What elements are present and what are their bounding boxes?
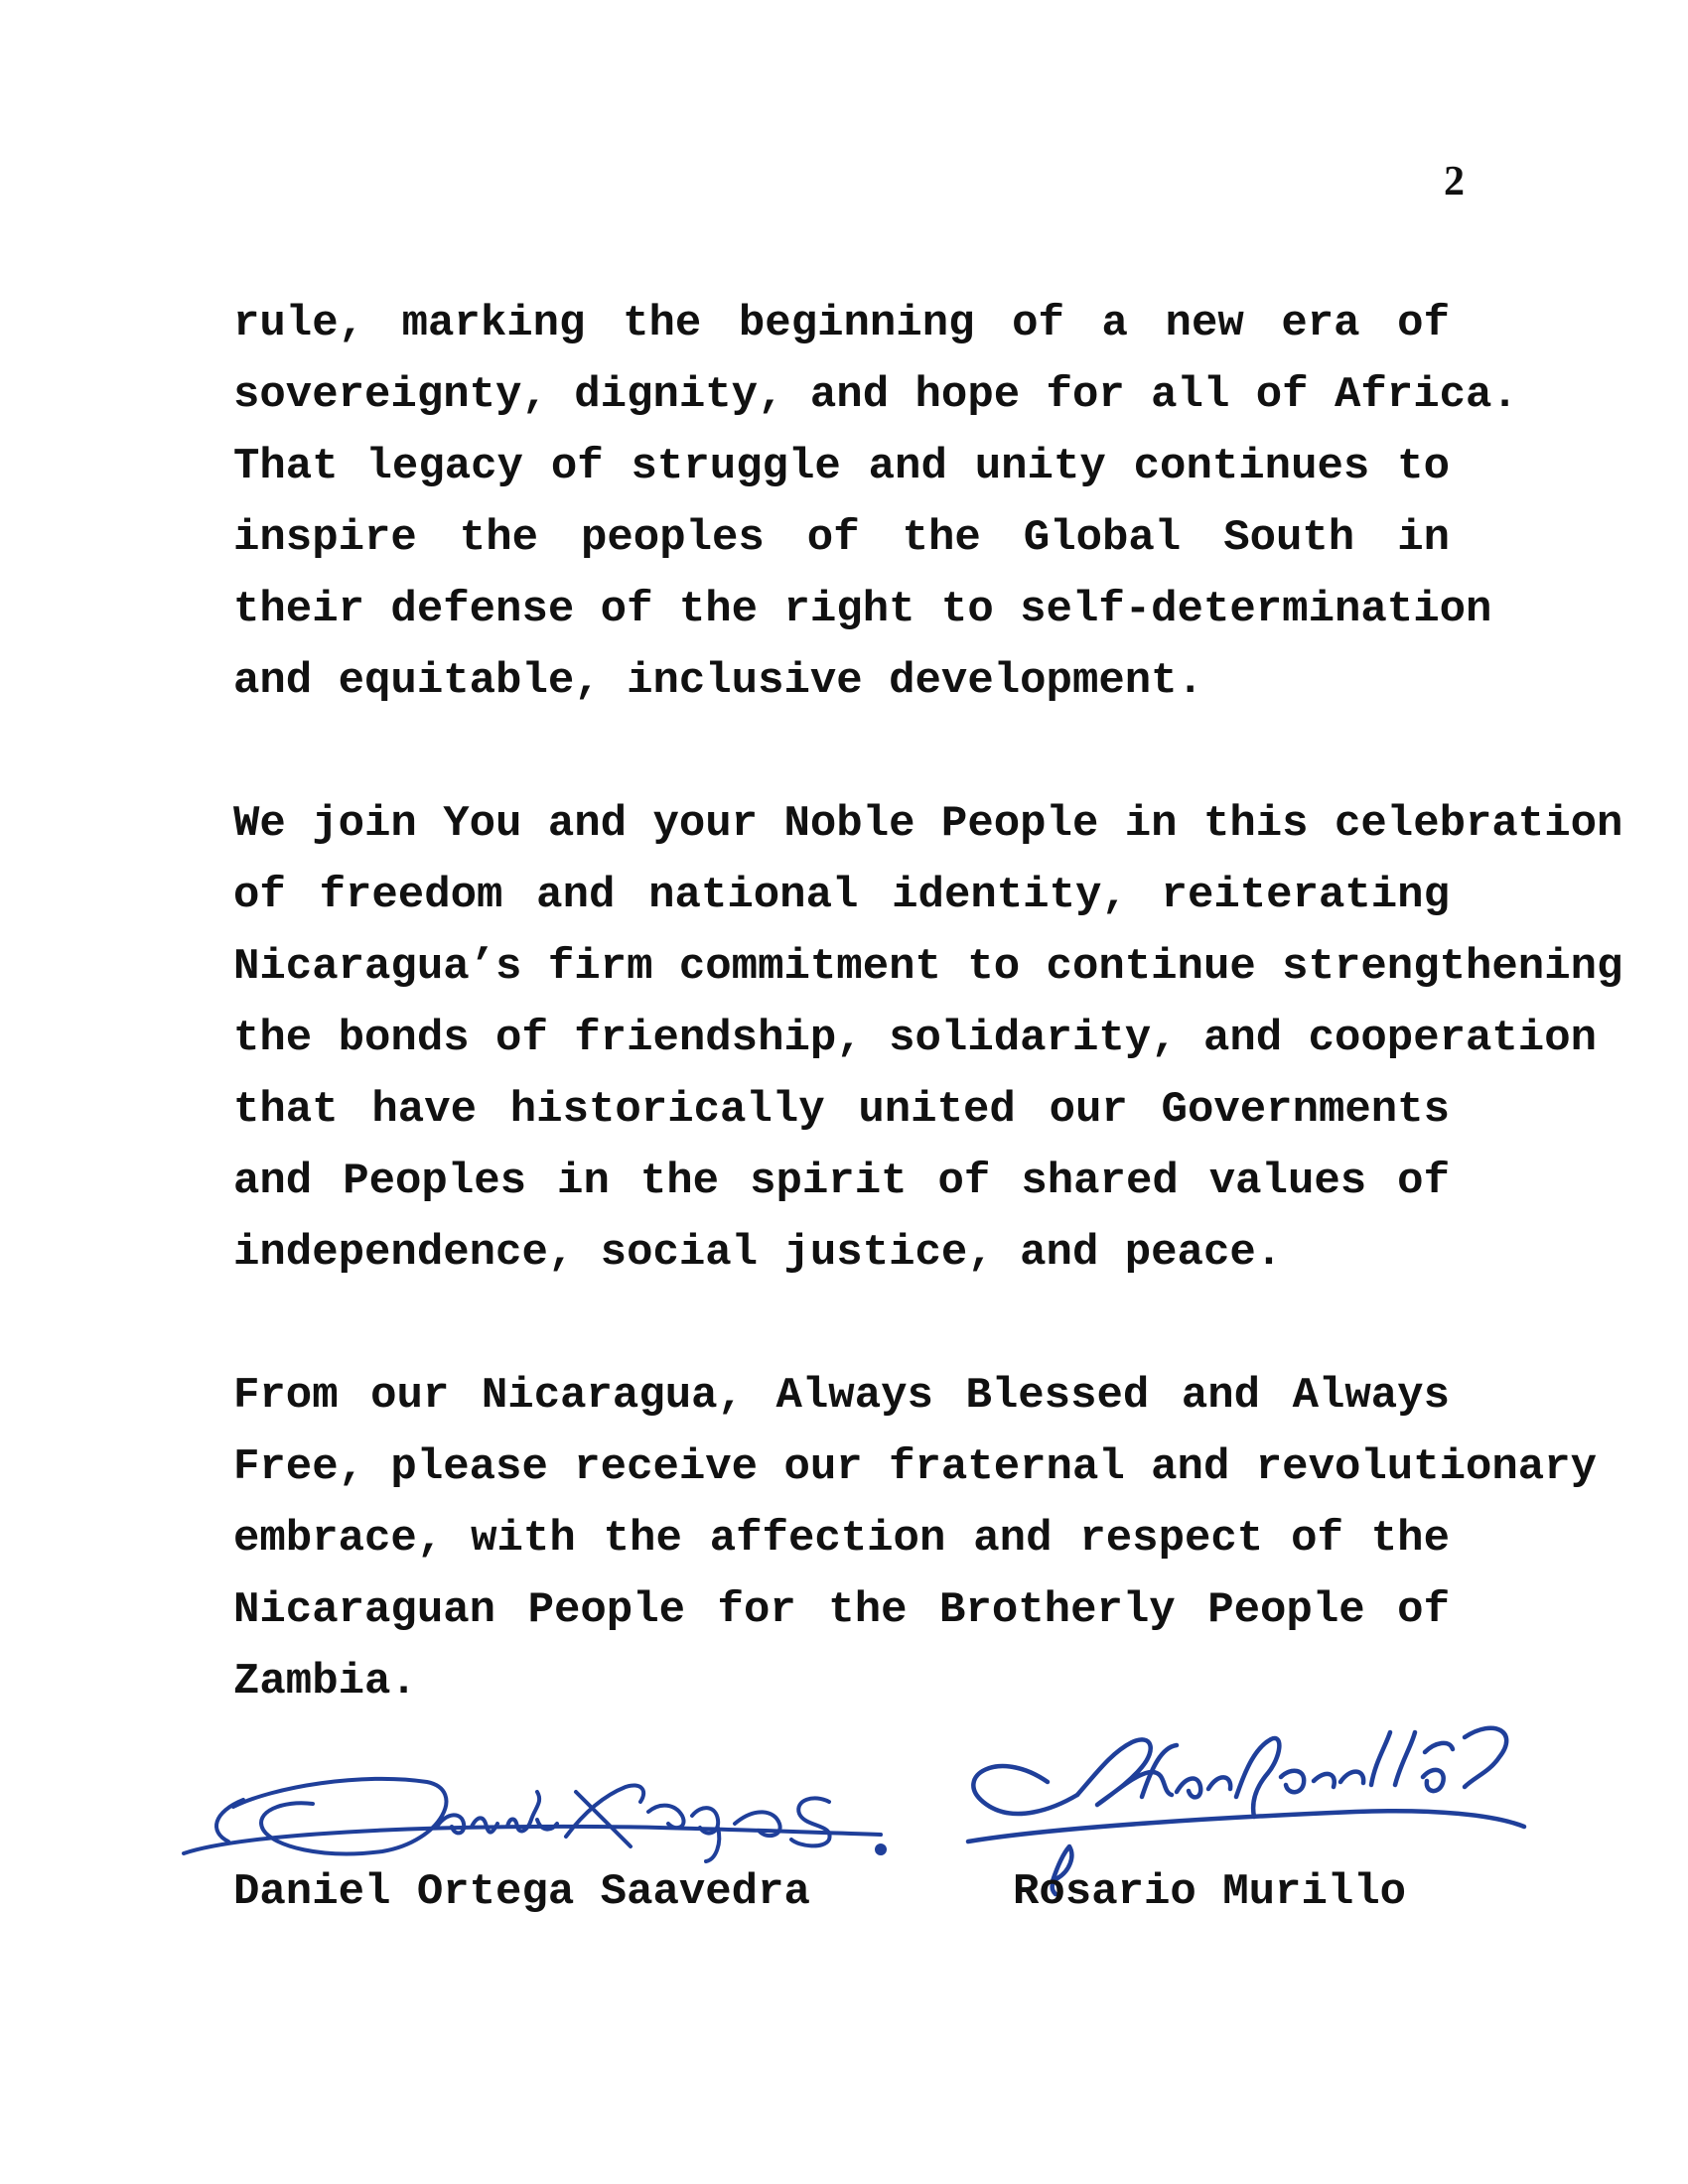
paragraph-3 xyxy=(233,1360,1598,1717)
text-line: and equitable, inclusive development. xyxy=(233,656,1203,706)
paragraph-1 xyxy=(233,288,1518,717)
letter-body xyxy=(233,288,1623,1789)
text-line: inspire the peoples of the Global South in xyxy=(233,513,1450,563)
text-line: Nicaraguan People for the Brotherly People of xyxy=(233,1585,1450,1635)
text-line: Free, please receive our fraternal and revolutionary xyxy=(233,1442,1598,1492)
paragraph-2 xyxy=(233,788,1623,1289)
text-line: Zambia. xyxy=(233,1657,417,1706)
text-line: rule, marking the beginning of a new era of xyxy=(233,299,1450,348)
text-line: embrace, with the affection and respect of the xyxy=(233,1514,1450,1564)
text-line: We join You and your Noble People in this celebration xyxy=(233,799,1623,849)
ortega-signature xyxy=(174,1732,909,1881)
text-line: From our Nicaragua, Always Blessed and Always xyxy=(233,1371,1450,1421)
text-line: that have historically united our Governments xyxy=(233,1085,1450,1135)
signatory-name-murillo: Rosario Murillo xyxy=(1013,1867,1407,1917)
text-line: of freedom and national identity, reiterating xyxy=(233,871,1450,920)
text-line: and Peoples in the spirit of shared values of xyxy=(233,1157,1450,1206)
text-line: independence, social justice, and peace. xyxy=(233,1228,1283,1278)
signatory-name-ortega: Daniel Ortega Saavedra xyxy=(233,1867,810,1917)
text-line: their defense of the right to self-determination xyxy=(233,585,1492,634)
page-number: 2 xyxy=(1444,159,1465,205)
text-line: the bonds of friendship, solidarity, and cooperation xyxy=(233,1014,1598,1063)
text-line: sovereignty, dignity, and hope for all of Africa. xyxy=(233,370,1518,420)
text-line: That legacy of struggle and unity continues to xyxy=(233,442,1450,491)
text-line: Nicaragua’s firm commitment to continue strengthening xyxy=(233,942,1623,992)
